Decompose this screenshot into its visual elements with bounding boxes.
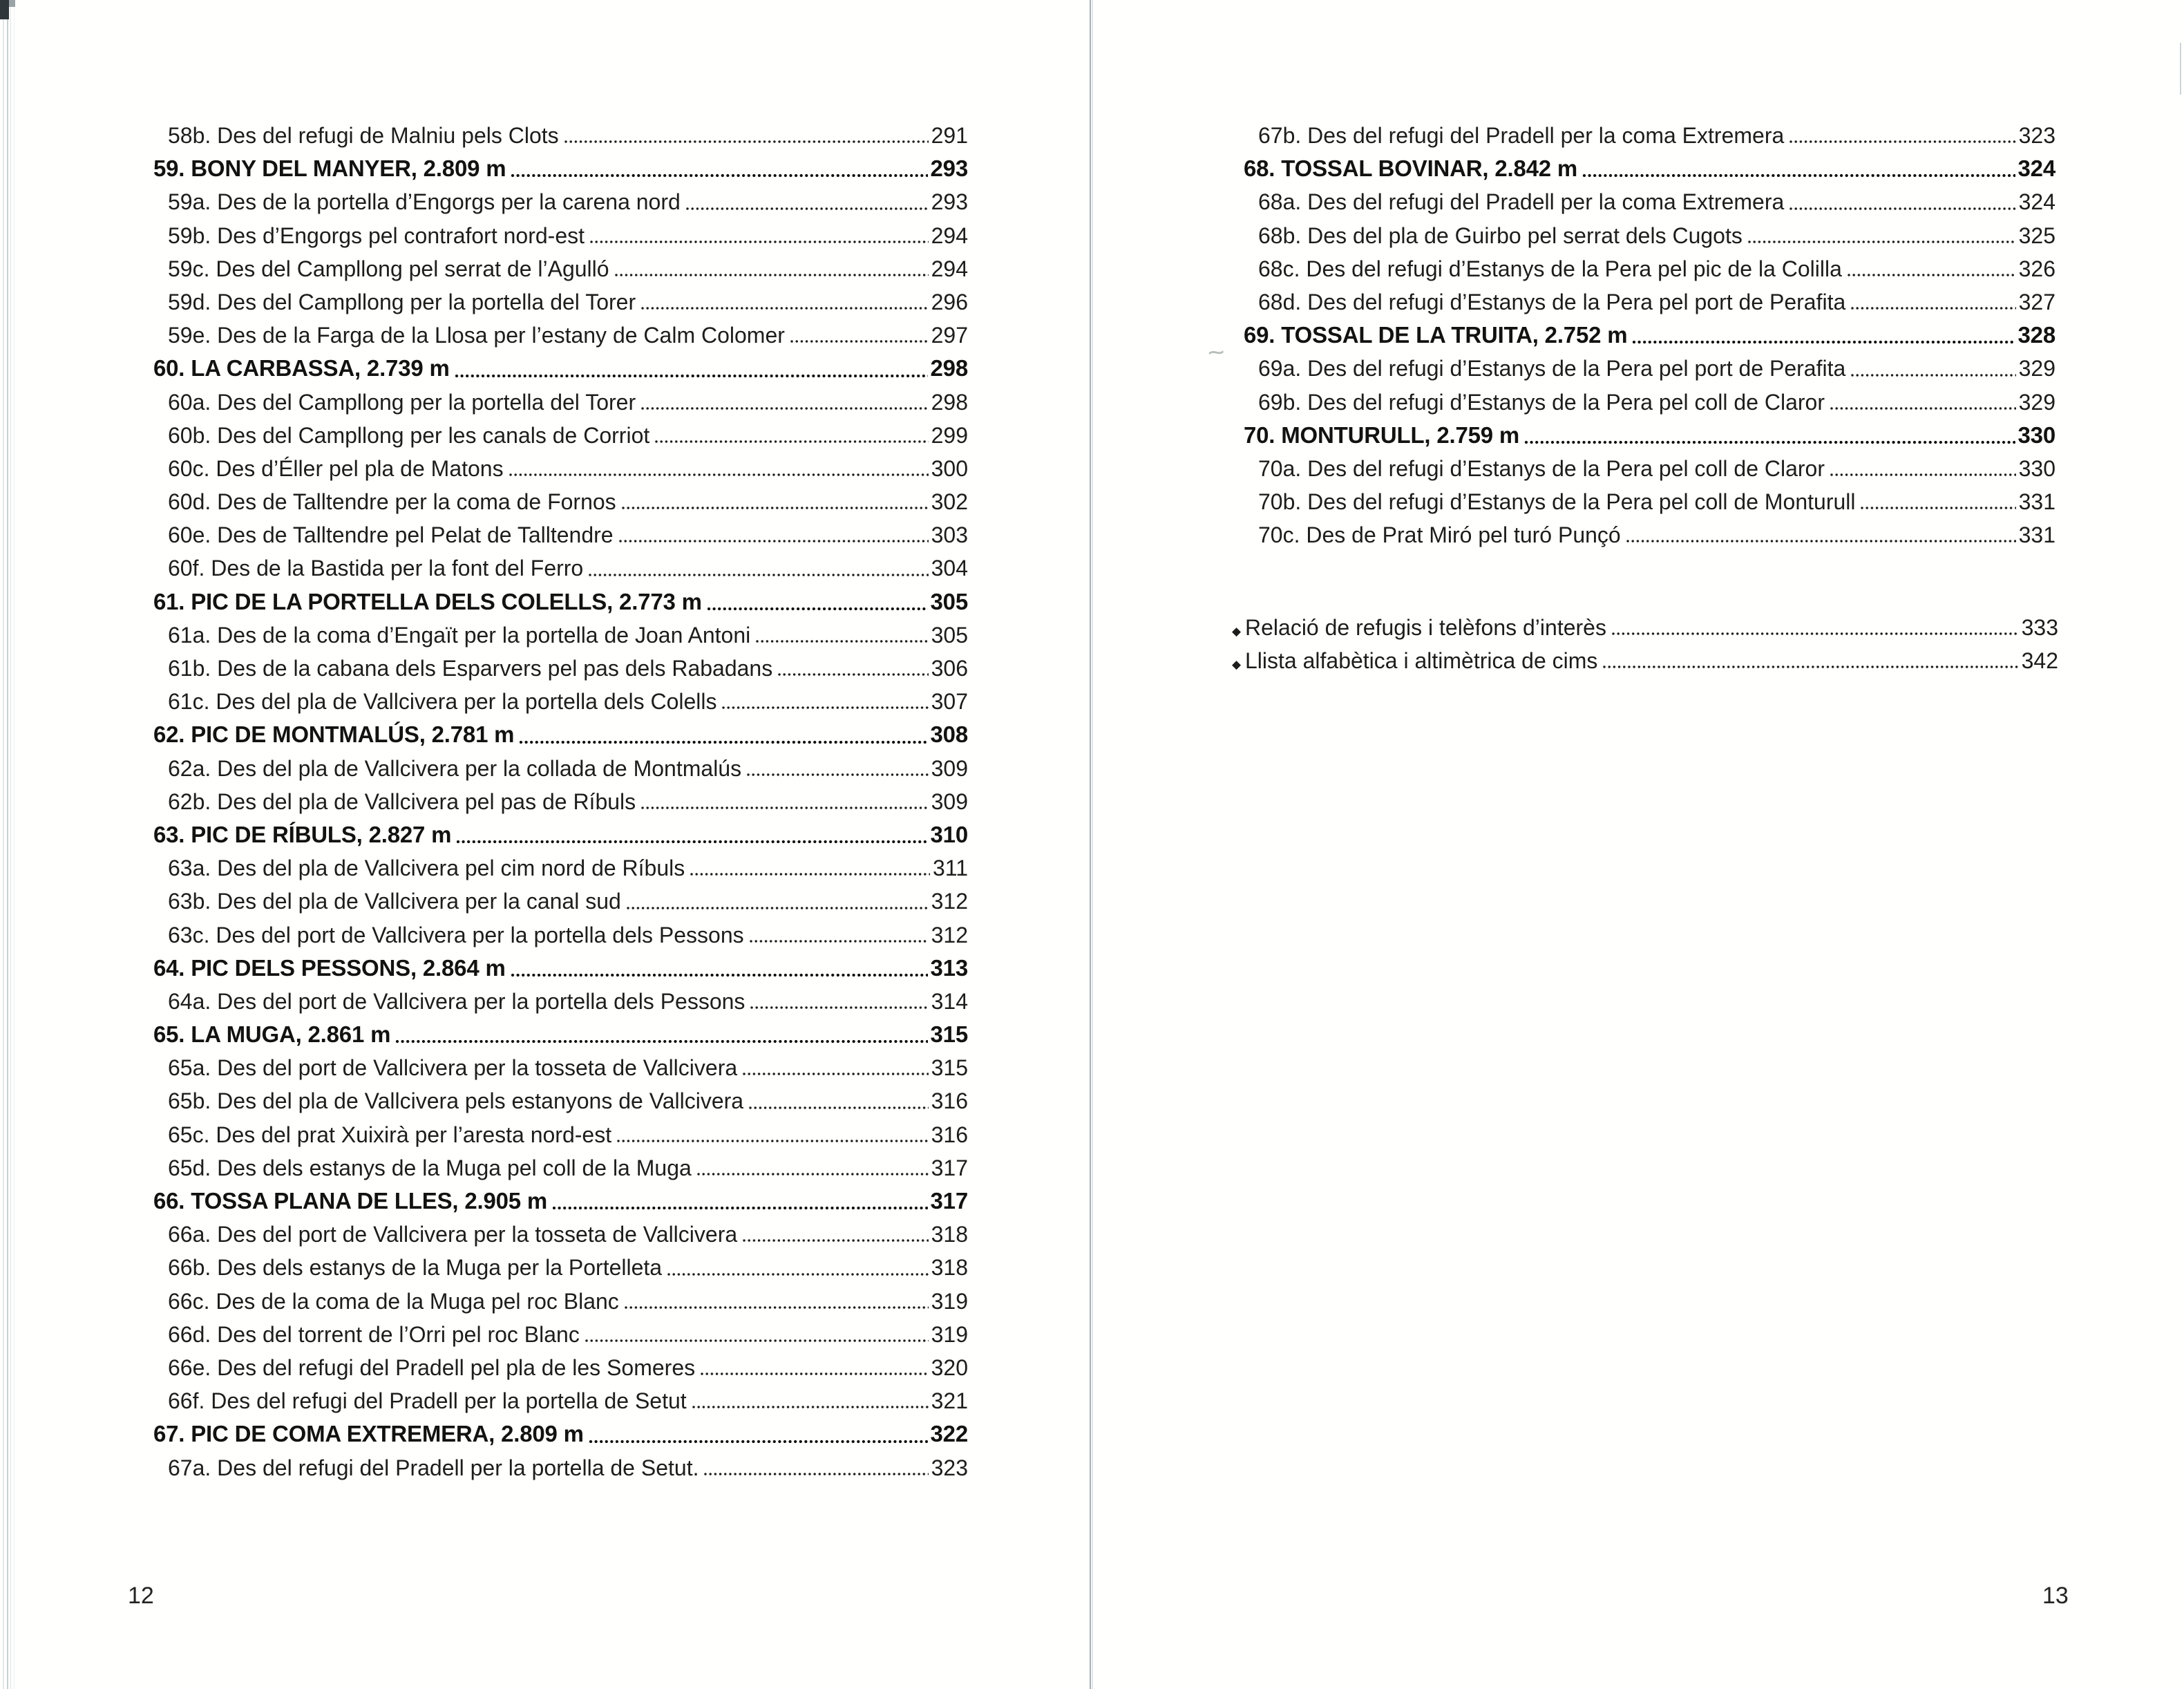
toc-entry [153,1351,968,1384]
scan-edge-line [7,0,8,1689]
toc-column-left [153,119,968,1484]
toc-entry-label: 67. PIC DE COMA EXTREMERA, 2.809 m [153,1421,584,1447]
dot-leader [692,1404,929,1410]
toc-entry [153,518,968,551]
toc-entry [153,352,968,385]
toc-entry-label: Relació de refugis i telèfons d’interès [1245,615,1606,640]
scan-smudge: ~ [1206,334,1226,370]
toc-entry-pagenum: 321 [931,1388,968,1414]
toc-entry [153,718,968,751]
dot-leader [690,871,930,877]
toc-entry [153,652,968,685]
toc-entry [153,818,968,851]
toc-entry [153,1318,968,1351]
toc-entry [1244,352,2055,385]
dot-leader [519,739,927,745]
toc-entry-pagenum: 324 [2017,155,2055,182]
toc-entry-pagenum: 304 [931,556,968,581]
toc-entry-label: 61. PIC DE LA PORTELLA DELS COLELLS, 2.773 m [153,588,702,614]
toc-entry-label: 64. PIC DELS PESSONS, 2.864 m [153,954,506,981]
toc-entry [1244,485,2055,518]
toc-entry-pagenum: 326 [2018,256,2055,281]
toc-entry-pagenum: 342 [2021,648,2058,674]
toc-entry-pagenum: 319 [931,1288,968,1314]
toc-entry-label: 69. TOSSAL DE LA TRUITA, 2.752 m [1244,322,1628,348]
dot-leader [1602,664,2018,670]
toc-entry-pagenum: 330 [2018,455,2055,481]
dot-leader [1789,139,2015,144]
toc-entry-pagenum: 298 [930,355,968,381]
toc-entry-label: 66b. Des dels estanys de la Muga per la Portelleta [168,1255,663,1281]
toc-entry-pagenum: 308 [930,721,968,748]
dot-leader [1524,440,2015,445]
dot-leader [742,1071,928,1077]
toc-entry [153,619,968,652]
dot-leader [1611,631,2019,636]
dot-leader [696,1171,929,1177]
dot-leader [456,839,927,844]
toc-entry-pagenum: 306 [931,656,968,681]
toc-entry-pagenum: 307 [931,689,968,715]
bullet-icon: ◆ [1232,625,1242,638]
dot-leader [721,705,928,710]
toc-entry-label: 66f. Des del refugi del Pradell per la portella de Setut [168,1388,687,1414]
toc-entry-label: 68b. Des del pla de Guirbo pel serrat dels Cugots [1258,223,1743,248]
dot-leader [1850,372,2015,378]
dot-leader [667,1272,929,1277]
toc-entry [1244,252,2055,285]
toc-entry-label: 69b. Des del refugi d’Estanys de la Pera pel coll de Claror [1258,389,1825,415]
toc-entry-pagenum: 305 [931,622,968,648]
toc-appendix-entry [1232,644,2058,677]
dot-leader [616,1138,929,1144]
toc-entry [1244,452,2055,485]
dot-leader [640,406,928,411]
toc-entry-pagenum: 309 [931,789,968,814]
toc-entry [153,119,968,152]
toc-entry [153,485,968,518]
dot-leader [564,139,929,144]
toc-entry-pagenum: 317 [931,1155,968,1180]
toc-entry [153,419,968,452]
toc-entry-pagenum: 300 [931,455,968,481]
toc-entry [153,551,968,585]
toc-entry-pagenum: 312 [931,922,968,947]
page-number-right: 13 [2042,1583,2069,1609]
toc-entry-label: 65a. Des del port de Vallcivera per la tosseta de Vallcivera [168,1055,738,1081]
toc-entry-pagenum: 330 [2017,422,2055,448]
toc-entry-pagenum: 315 [930,1021,968,1048]
toc-entry-label: 61b. Des de la cabana dels Esparvers pel pas dels Rabadans [168,656,773,681]
toc-entry-pagenum: 323 [931,1455,968,1480]
toc-entry-label: 67b. Des del refugi del Pradell per la coma Extremera [1258,123,1785,148]
toc-entry-label: 61a. Des de la coma d’Engaït per la portella de Joan Antoni [168,622,751,648]
toc-entry-pagenum: 305 [930,588,968,614]
toc-entry-pagenum: 329 [2018,389,2055,415]
toc-entry-label: 62a. Des del pla de Vallcivera per la collada de Montmalús [168,755,742,781]
scan-edge-dark-corner [9,0,15,7]
toc-entry [1244,185,2055,218]
dot-leader [589,239,929,245]
toc-entry [153,219,968,252]
page-number-left: 12 [128,1583,154,1609]
toc-entry-label: 59a. Des de la portella d’Engorgs per la carena nord [168,189,681,215]
dot-leader [1582,173,2015,178]
toc-entry-pagenum: 333 [2021,615,2058,640]
dot-leader [700,1371,929,1377]
dot-leader [777,672,928,677]
toc-entry [153,319,968,352]
toc-entry-pagenum: 313 [930,954,968,981]
toc-entry [1244,319,2055,352]
toc-entry [153,685,968,718]
toc-entry-label: 60d. Des de Talltendre per la coma de Fornos [168,489,616,515]
toc-entry-pagenum: 331 [2018,522,2055,548]
toc-entry [153,1285,968,1318]
toc-entry [153,752,968,785]
toc-entry-label: 70a. Des del refugi d’Estanys de la Pera pel coll de Claror [1258,455,1825,481]
toc-entry-pagenum: 315 [931,1055,968,1081]
toc-entry [153,918,968,952]
dot-leader [685,206,929,211]
toc-entry-pagenum: 296 [931,289,968,314]
toc-entry-pagenum: 318 [931,1255,968,1281]
toc-entry-label: 60a. Des del Campllong per la portella del Torer [168,389,636,415]
toc-entry-label: 59. BONY DEL MANYER, 2.809 m [153,155,506,182]
toc-entry-pagenum: 293 [931,189,968,215]
dot-leader [748,1105,929,1111]
toc-entry-label: 59b. Des d’Engorgs pel contrafort nord-est [168,223,585,248]
dot-leader [640,305,928,311]
dot-leader [1747,239,2016,245]
toc-entry-pagenum: 302 [931,489,968,515]
toc-entry-label: 60b. Des del Campllong per les canals de Corriot [168,422,650,448]
toc-entry-label: 68d. Des del refugi d’Estanys de la Pera pel port de Perafita [1258,289,1846,314]
scan-edge-line [2180,43,2181,95]
toc-entry-label: 60c. Des d’Éller pel pla de Matons [168,455,504,481]
toc-entry-pagenum: 309 [931,755,968,781]
toc-entry-label: 65d. Des dels estanys de la Muga pel coll de la Muga [168,1155,692,1180]
toc-entry [153,1051,968,1084]
toc-entry-label: 60e. Des de Talltendre pel Pelat de Talltendre [168,522,614,548]
dot-leader [618,538,929,544]
dot-leader [1830,406,2016,411]
toc-entry-label: 58b. Des del refugi de Malniu pels Clots [168,123,559,148]
dot-leader [621,505,929,511]
dot-leader [589,1439,928,1444]
dot-leader [750,1005,928,1010]
toc-entry-label: 68a. Des del refugi del Pradell per la coma Extremera [1258,189,1785,215]
toc-entry [1244,285,2055,319]
toc-entry-label: 66. TOSSA PLANA DE LLES, 2.905 m [153,1188,548,1214]
toc-entry-pagenum: 294 [931,256,968,281]
scan-edge-dark-corner [0,0,9,19]
toc-entry-pagenum: 325 [2018,223,2055,248]
toc-entry-label: 66e. Des del refugi del Pradell pel pla de les Someres [168,1355,696,1380]
toc-entry-pagenum: 293 [930,155,968,182]
toc-entry [153,1185,968,1218]
toc-entry [153,1218,968,1251]
toc-entry [153,1251,968,1284]
dot-leader [640,805,928,811]
toc-entry [153,585,968,619]
dot-leader [585,1338,929,1343]
toc-entry [153,1084,968,1117]
toc-entry [153,885,968,918]
dot-leader [1847,272,2016,278]
dot-leader [746,772,929,777]
toc-entry-pagenum: 311 [932,856,968,881]
dot-leader [588,572,928,578]
page-gutter-line [1092,0,1093,1689]
toc-entry-label: 59d. Des del Campllong per la portella del Torer [168,289,636,314]
dot-leader [509,472,929,478]
toc-entry [153,252,968,285]
toc-entry-pagenum: 320 [931,1355,968,1380]
toc-entry [153,1018,968,1051]
toc-entry-pagenum: 314 [931,988,968,1014]
dot-leader [624,1305,929,1310]
toc-entry [153,452,968,485]
toc-entry-label: 62b. Des del pla de Vallcivera pel pas de Ríbuls [168,789,636,814]
toc-entry [1244,219,2055,252]
scan-edge-line [10,0,11,1689]
dot-leader [1632,339,2015,345]
toc-entry [1244,386,2055,419]
toc-entry [153,185,968,218]
dot-leader [1830,472,2016,478]
dot-leader [755,639,928,644]
bullet-icon: ◆ [1232,658,1242,672]
toc-entry-label: 63a. Des del pla de Vallcivera pel cim nord de Ríbuls [168,856,685,881]
toc-entry [153,285,968,319]
toc-entry-label: 64a. Des del port de Vallcivera per la portella dels Pessons [168,988,746,1014]
toc-entry [1244,152,2055,185]
toc-entry [1244,518,2055,551]
dot-leader [790,339,929,344]
toc-entry-pagenum: 312 [931,889,968,914]
dot-leader [1626,538,2016,544]
dot-leader [614,272,929,278]
toc-entry-label: 66c. Des de la coma de la Muga pel roc Blanc [168,1288,619,1314]
toc-entry-label: 69a. Des del refugi d’Estanys de la Pera pel port de Perafita [1258,356,1846,381]
toc-entry-label: 59c. Des del Campllong pel serrat de l’Agulló [168,256,609,281]
toc-entry-label: 63. PIC DE RÍBULS, 2.827 m [153,821,452,847]
toc-entry-label: 62. PIC DE MONTMALÚS, 2.781 m [153,721,515,748]
toc-entry [153,1384,968,1417]
toc-entry-label: 65. LA MUGA, 2.861 m [153,1021,391,1048]
toc-entry-pagenum: 316 [931,1088,968,1114]
toc-entry [153,1451,968,1484]
toc-entry-pagenum: 317 [930,1188,968,1214]
toc-entry-label: 70c. Des de Prat Miró pel turó Punçó [1258,522,1621,548]
dot-leader [1850,305,2015,311]
toc-entry-label: 60f. Des de la Bastida per la font del Ferro [168,556,584,581]
toc-entry-pagenum: 327 [2018,289,2055,314]
toc-entry-label: 66a. Des del port de Vallcivera per la tosseta de Vallcivera [168,1222,738,1247]
toc-entry-label: Llista alfabètica i altimètrica de cims [1245,648,1598,674]
toc-entry-pagenum: 318 [931,1222,968,1247]
dot-leader [1789,206,2015,211]
toc-entry-pagenum: 310 [930,821,968,847]
dot-leader [626,905,929,911]
toc-entry-label: 65c. Des del prat Xuixirà per l’aresta nord-est [168,1122,612,1147]
toc-entry-label: 61c. Des del pla de Vallcivera per la portella dels Colells [168,689,717,715]
toc-column-right [1244,119,2055,551]
toc-entry-label: 59e. Des de la Farga de la Llosa per l’estany de Calm Colomer [168,323,785,348]
toc-entry [153,1151,968,1185]
toc-entry-pagenum: 294 [931,223,968,248]
toc-entry [153,386,968,419]
toc-entry-label: 70b. Des del refugi d’Estanys de la Pera pel coll de Monturull [1258,489,1856,515]
toc-entry-label: 66d. Des del torrent de l’Orri pel roc Blanc [168,1321,580,1347]
toc-entry-label: 68c. Des del refugi d’Estanys de la Pera pel pic de la Colilla [1258,256,1842,281]
toc-entry [153,1417,968,1451]
toc-entry-pagenum: 324 [2018,189,2055,215]
toc-entry-pagenum: 303 [931,522,968,548]
dot-leader [511,173,927,178]
toc-entry-label: 63b. Des del pla de Vallcivera per la canal sud [168,889,621,914]
toc-entry [153,952,968,985]
dot-leader [703,1471,928,1477]
toc-entry-pagenum: 323 [2018,123,2055,148]
toc-appendix-list [1232,611,2058,677]
toc-entry-label: 70. MONTURULL, 2.759 m [1244,422,1520,448]
toc-entry-pagenum: 322 [930,1421,968,1447]
toc-entry [153,985,968,1018]
dot-leader [511,972,928,978]
toc-appendix-entry [1232,611,2058,644]
toc-entry [153,851,968,885]
toc-entry [153,785,968,818]
dot-leader [742,1238,928,1243]
toc-entry-pagenum: 298 [931,389,968,415]
toc-entry-pagenum: 329 [2018,356,2055,381]
toc-entry-pagenum: 291 [931,123,968,148]
toc-entry-label: 67a. Des del refugi del Pradell per la portella de Setut. [168,1455,699,1480]
toc-entry [1244,419,2055,452]
dot-leader [552,1205,927,1211]
dot-leader [654,439,928,444]
toc-entry [153,1118,968,1151]
toc-entry [1244,119,2055,152]
page-gutter-line [1090,0,1091,1689]
dot-leader [707,606,928,612]
toc-entry-pagenum: 319 [931,1321,968,1347]
dot-leader [455,373,928,379]
scan-edge-line [14,0,15,1689]
dot-leader [395,1039,927,1044]
toc-entry [153,152,968,185]
toc-entry-pagenum: 328 [2017,322,2055,348]
scan-edge-line [3,0,4,1689]
toc-entry-pagenum: 331 [2018,489,2055,515]
toc-entry-label: 63c. Des del port de Vallcivera per la portella dels Pessons [168,922,744,947]
dot-leader [749,938,929,944]
toc-entry-label: 68. TOSSAL BOVINAR, 2.842 m [1244,155,1578,182]
toc-entry-label: 65b. Des del pla de Vallcivera pels estanyons de Vallcivera [168,1088,744,1114]
toc-entry-pagenum: 297 [931,323,968,348]
dot-leader [1860,505,2015,511]
toc-entry-label: 60. LA CARBASSA, 2.739 m [153,355,450,381]
toc-entry-pagenum: 299 [931,422,968,448]
toc-entry-pagenum: 316 [931,1122,968,1147]
